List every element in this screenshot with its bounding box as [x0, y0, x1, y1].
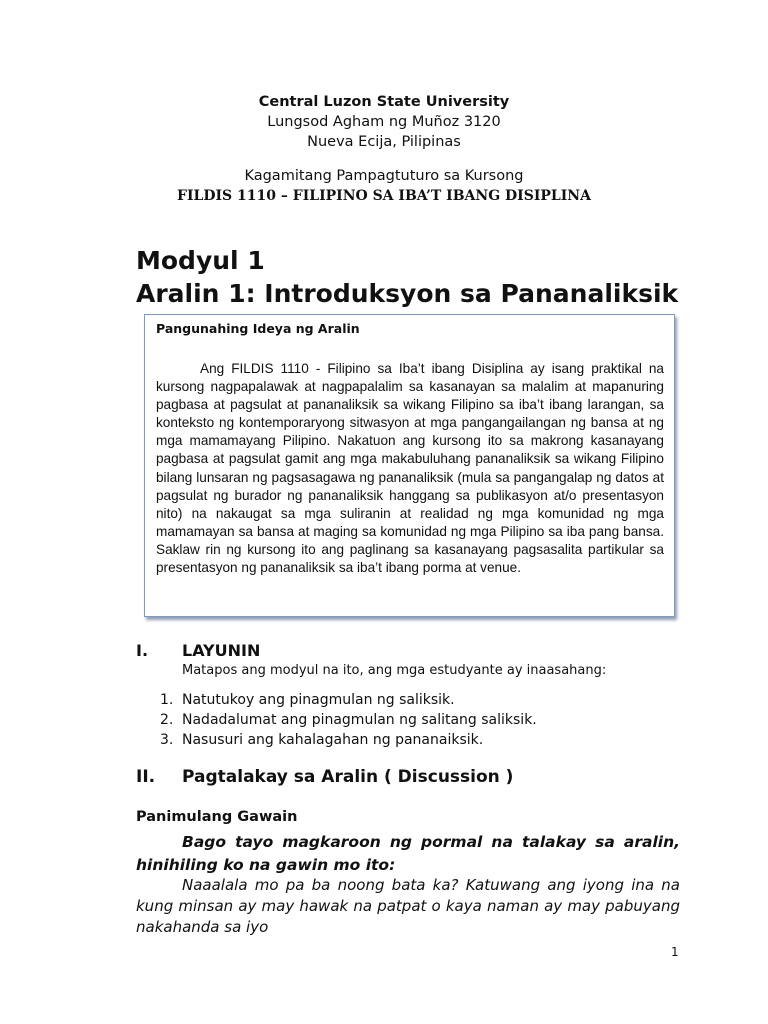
list-item	[160, 690, 537, 710]
list-item-text: Nadadalumat ang pinagmulan ng salitang saliksik.	[182, 712, 537, 728]
section-1-title: LAYUNIN	[182, 641, 261, 660]
list-item-number: 3.	[160, 732, 174, 748]
address-line-2: Nueva Ecija, Pilipinas	[307, 134, 461, 150]
intro-paragraph: Naaalala mo pa ba noong bata ka? Katuwang ang iyong ina na kung minsan ay may hawak na patpat o kaya naman ay may pabuyang nakahanda sa iyo	[136, 876, 680, 936]
address-line-1: Lungsod Agham ng Muñoz 3120	[267, 114, 501, 130]
course-title: FILDIS 1110 – FILIPINO SA IBA’T IBANG DISIPLINA	[177, 188, 591, 204]
list-item	[160, 730, 537, 750]
modyul-title: Modyul 1	[136, 246, 265, 275]
list-item	[160, 710, 537, 730]
instruction-text: Bago tayo magkaroon ng pormal na talakay sa aralin, hinihiling ko na gawin mo ito:	[136, 833, 680, 874]
list-item-text: Natutukoy ang pinagmulan ng saliksik.	[182, 692, 455, 708]
section-1-intro: Matapos ang modyul na ito, ang mga estudyante ay inaasahang:	[182, 663, 607, 678]
main-idea-paragraph: Ang FILDIS 1110 - Filipino sa Iba’t ibang Disiplina ay isang praktikal na kursong nagpapalawak at nagpapalalim sa kasanayan sa malalim at mapanuring pagbasa at pagsulat at pananaliksik sa wikang Filipino sa iba’t ibang larangan, sa konteksto ng kontemporaryong sitwasyon at mga pangangailangan ng bansa at ng mga mamamayang Pilipino. Nakatuon ang kursong ito sa makrong kasanayang pagbasa at pagsulat gamit ang mga makabuluhang pananaliksik sa wikang Filipino bilang lunsaran ng pagsasagawa ng pananaliksik (mula sa pangangalap ng datos at pagsulat ng burador ng pananaliksik hanggang sa publikasyon at/o presentasyon nito) na nakaugat sa mga suliranin at realidad ng mga komunidad ng mga mamamayan sa bansa at maging sa komunidad ng mga Pilipino sa iba pang bansa. Saklaw rin ng kursong ito ang paglinang sa kasanayang pagsasalita partikular sa presentasyon ng pananaliksik sa iba’t ibang porma at venue.	[156, 361, 664, 576]
document-header	[0, 92, 768, 206]
list-item-number: 2.	[160, 712, 174, 728]
list-item-number: 1.	[160, 692, 174, 708]
section-1-number: I.	[136, 641, 149, 660]
section-2-number: II.	[136, 767, 156, 787]
page-number: 1	[671, 945, 679, 959]
university-name: Central Luzon State University	[258, 94, 510, 110]
section-2-title: Pagtalakay sa Aralin ( Discussion )	[182, 767, 514, 787]
material-label: Kagamitang Pampagtuturo sa Kursong	[244, 168, 524, 184]
main-idea-box	[144, 314, 675, 617]
objectives-list	[160, 690, 537, 750]
module-heading	[136, 244, 678, 310]
main-idea-title: Pangunahing Ideya ng Aralin	[156, 321, 360, 336]
aralin-title: Aralin 1: Introduksyon sa Pananaliksik	[136, 279, 679, 308]
list-item-text: Nasusuri ang kahalagahan ng pananaiksik.	[182, 732, 484, 748]
sub-heading: Panimulang Gawain	[136, 809, 298, 825]
